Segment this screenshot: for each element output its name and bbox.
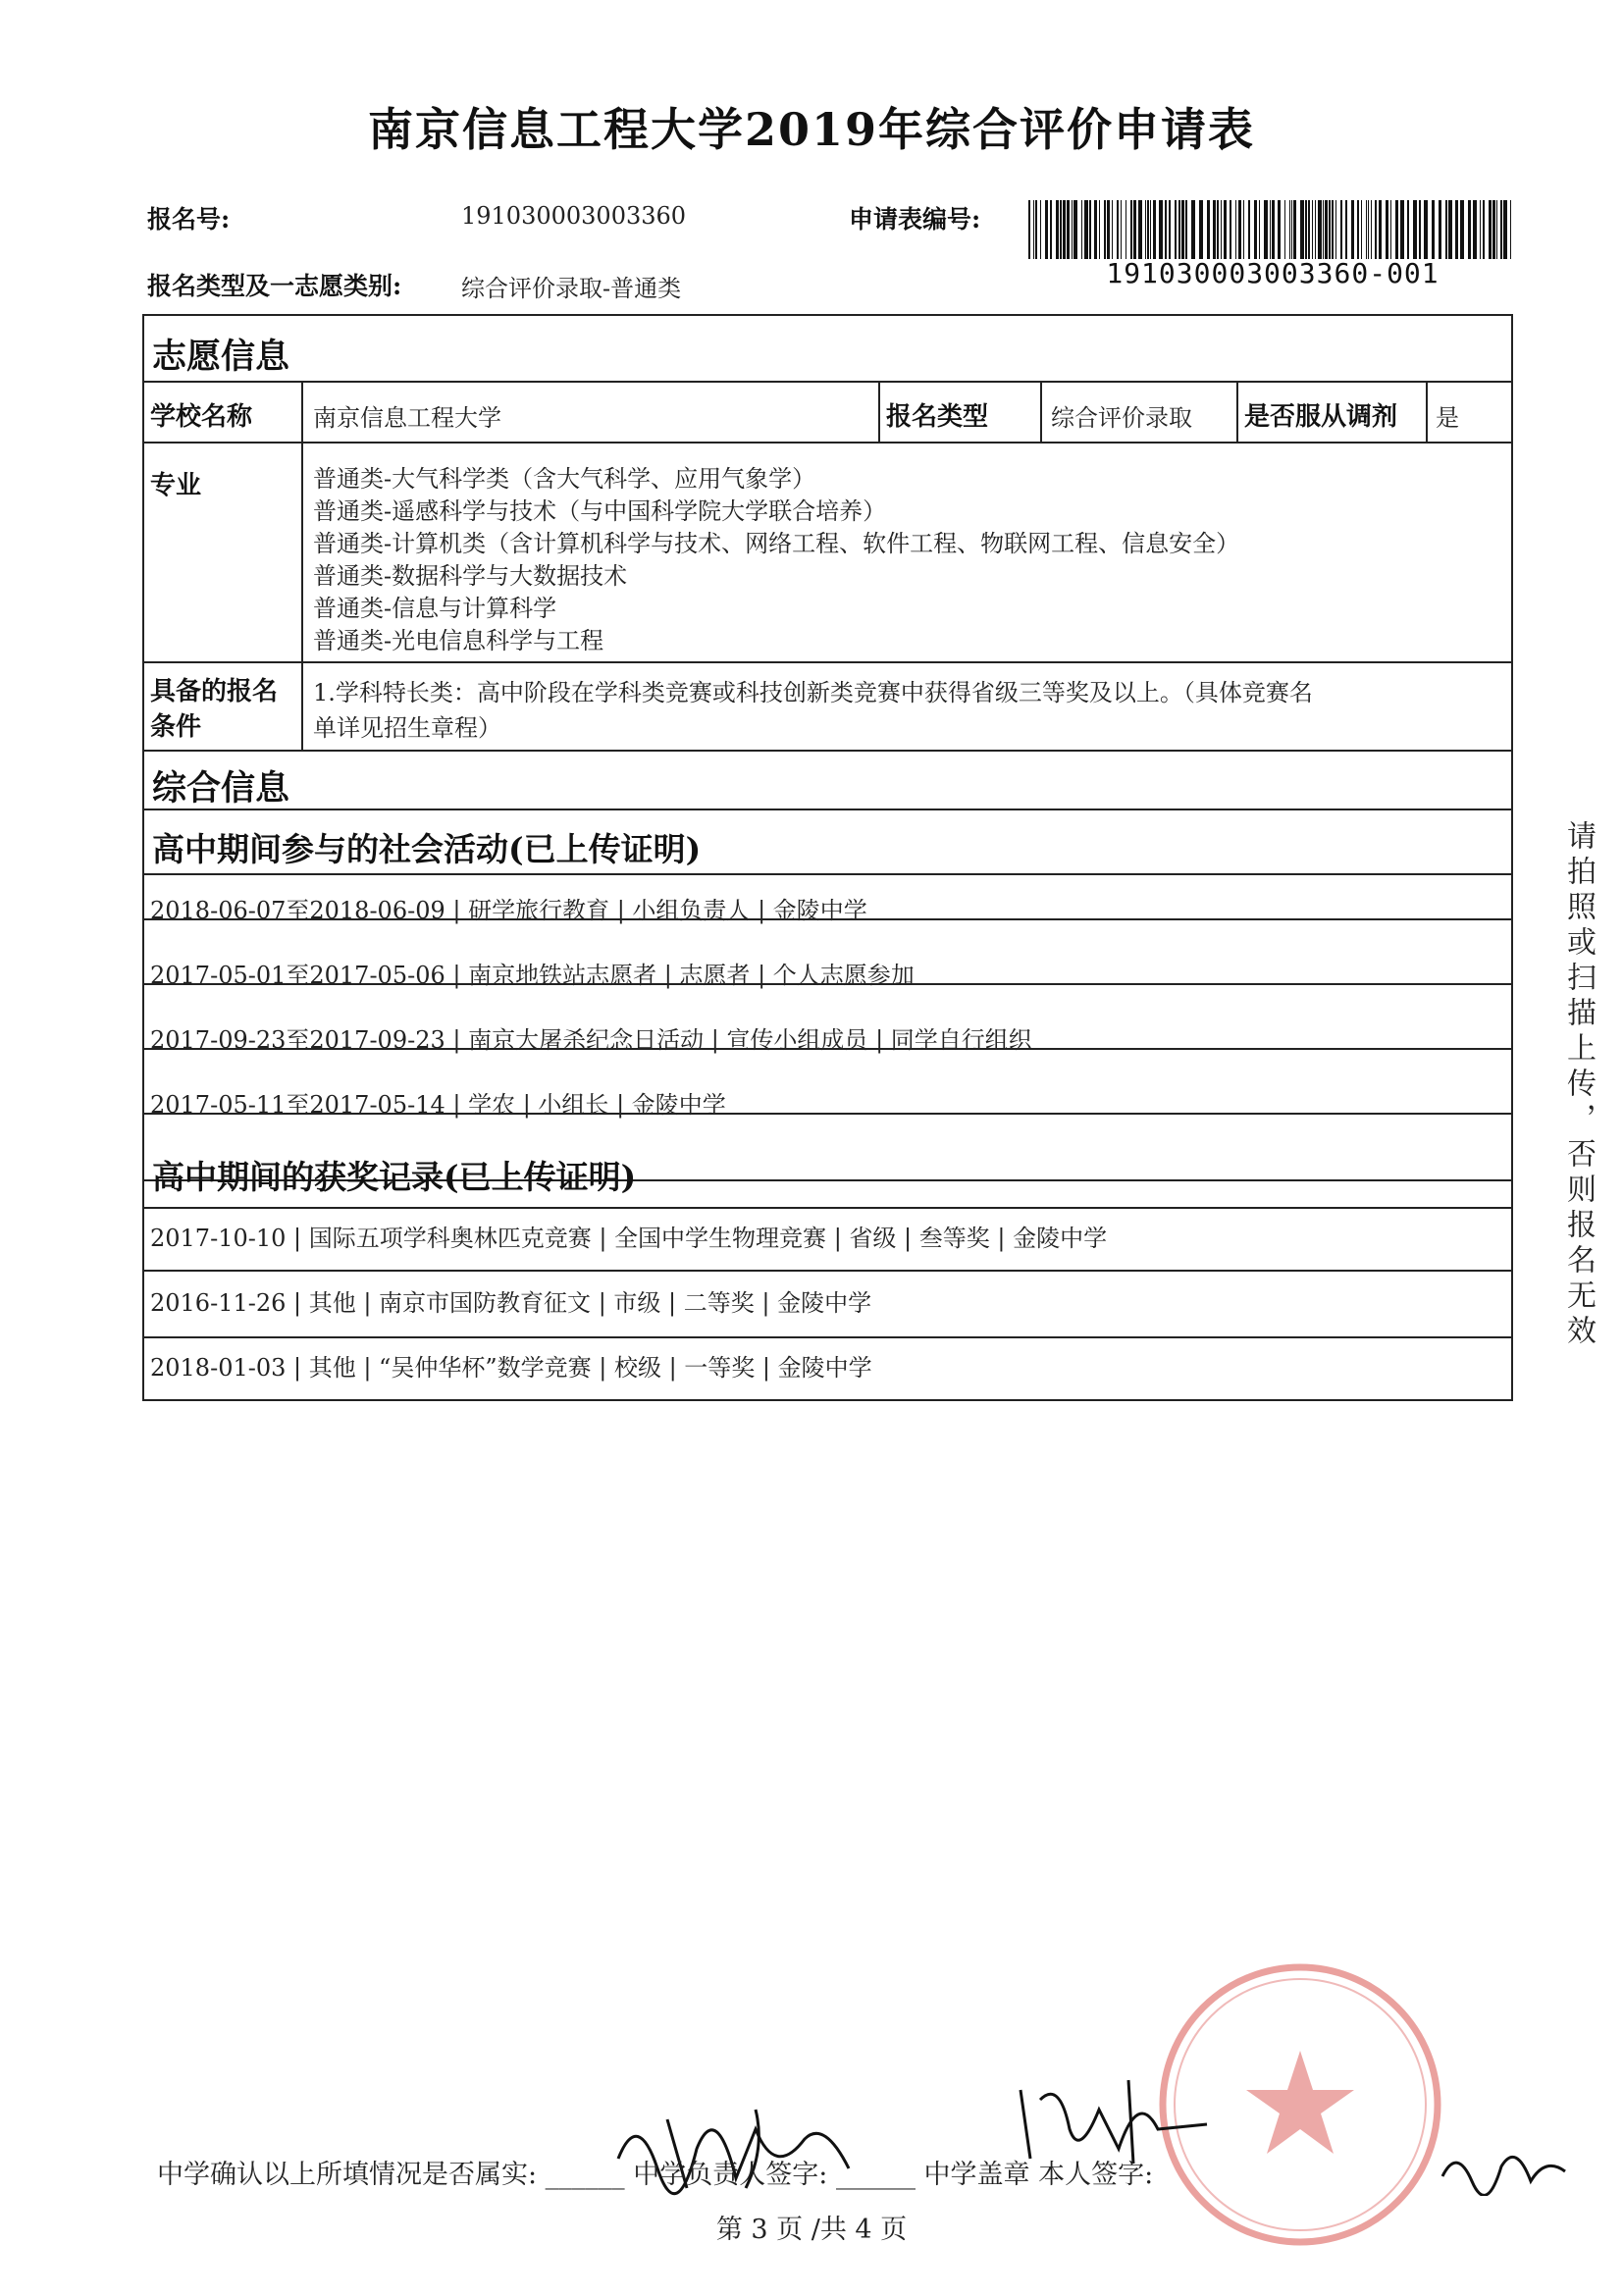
barcode-bar	[1104, 200, 1106, 259]
upload-notice: 请拍照或扫描上传，否则报名无效	[1561, 820, 1596, 1350]
barcode-bar	[1500, 200, 1502, 259]
barcode-bar	[1072, 200, 1073, 259]
barcode-bar	[1291, 200, 1292, 259]
barcode-image	[1028, 200, 1517, 259]
award-row: 2018-01-03 | 其他 | “吴仲华杯”数学竞赛 | 校级 | 一等奖 | 金陵中学	[150, 1354, 872, 1382]
barcode-bar	[1468, 200, 1471, 259]
barcode-bar	[1335, 200, 1336, 259]
barcode-bar	[1300, 200, 1304, 259]
barcode-bar	[1361, 200, 1362, 259]
reg-type-value: 综合评价录取	[1051, 404, 1192, 432]
barcode-bar	[1284, 200, 1285, 259]
barcode-bar	[1035, 200, 1037, 259]
page-title: 南京信息工程大学2019年综合评价申请表	[367, 103, 1256, 156]
reg-type-label: 报名类型	[886, 402, 989, 432]
barcode-bar	[1407, 200, 1409, 259]
barcode-bar	[1293, 200, 1296, 259]
barcode-bar	[1318, 200, 1322, 259]
major-item: 普通类-光电信息科学与工程	[313, 627, 604, 654]
barcode-bar	[1045, 200, 1048, 259]
barcode-bar	[1357, 200, 1359, 259]
barcode-bar	[1264, 200, 1268, 259]
barcode-bar	[1489, 200, 1492, 259]
barcode-bar	[1199, 200, 1203, 259]
barcode-bar	[1230, 200, 1231, 259]
major-item: 普通类-数据科学与大数据技术	[313, 562, 628, 590]
volunteer-section-title: 志愿信息	[152, 337, 290, 377]
barcode-bar	[1238, 200, 1241, 259]
barcode-bar	[1272, 200, 1275, 259]
barcode-bar	[1133, 200, 1136, 259]
barcode-bar	[1112, 200, 1113, 259]
barcode-bar	[1224, 200, 1227, 259]
barcode-bar	[1386, 200, 1388, 259]
barcode-bar	[1439, 200, 1441, 259]
barcode-bar	[1332, 200, 1334, 259]
barcode-bar	[1312, 200, 1313, 259]
condition-text-line1: 1.学科特长类：高中阶段在学科类竞赛或科技创新类竞赛中获得省级三等奖及以上。（具体竞赛名	[313, 679, 1313, 706]
barcode-bar	[1130, 200, 1132, 259]
barcode-bar	[1400, 200, 1404, 259]
barcode-bar	[1413, 200, 1417, 259]
barcode-bar	[1432, 200, 1435, 259]
barcode-bar	[1492, 200, 1495, 259]
activities-title: 高中期间参与的社会活动(已上传证明)	[152, 830, 702, 868]
barcode-bar	[1473, 200, 1477, 259]
barcode-bar	[1181, 200, 1184, 259]
barcode-bar	[1243, 200, 1244, 259]
form-no-value: 191030003003360-001	[1106, 257, 1440, 289]
barcode-bar	[1345, 200, 1347, 259]
barcode-bar	[1150, 200, 1151, 259]
barcode-bar	[1084, 200, 1088, 259]
barcode-bar	[1063, 200, 1066, 259]
applicant-signature-image	[1438, 2137, 1575, 2196]
barcode-bar	[1460, 200, 1464, 259]
adjust-value: 是	[1436, 404, 1459, 432]
barcode-bar	[1073, 200, 1077, 259]
major-item: 普通类-信息与计算科学	[313, 595, 557, 622]
barcode-bar	[1169, 200, 1171, 259]
barcode-bar	[1089, 200, 1091, 259]
barcode-bar	[1159, 200, 1163, 259]
school-name-label: 学校名称	[150, 402, 253, 432]
school-name-value: 南京信息工程大学	[313, 404, 501, 432]
form-no-label: 申请表编号:	[849, 205, 981, 234]
condition-label-line1: 具备的报名	[150, 677, 279, 706]
activity-row: 2018-06-07至2018-06-09 | 研学旅行教育 | 小组负责人 | 金陵中学	[150, 897, 867, 924]
major-item: 普通类-遥感科学与技术（与中国科学院大学联合培养）	[313, 497, 887, 525]
barcode-bar	[1325, 200, 1328, 259]
form-table	[142, 314, 1513, 1401]
barcode-bar	[1366, 200, 1367, 259]
barcode-bar	[1121, 200, 1122, 259]
barcode-bar	[1305, 200, 1307, 259]
major-label: 专业	[150, 471, 202, 500]
barcode-bar	[1424, 200, 1428, 259]
barcode-bar	[1395, 200, 1398, 259]
reg-no-label: 报名号:	[147, 205, 231, 234]
barcode-bar	[1067, 200, 1070, 259]
reg-no-value: 191030003003360	[461, 202, 687, 230]
barcode-bar	[1056, 200, 1059, 259]
barcode-bar	[1254, 200, 1257, 259]
comprehensive-section-title: 综合信息	[152, 768, 290, 809]
barcode-bar	[1323, 200, 1324, 259]
condition-label-line2: 条件	[150, 712, 202, 742]
barcode-bar	[1308, 200, 1310, 259]
barcode-bar	[1270, 200, 1271, 259]
barcode-bar	[1351, 200, 1354, 259]
type-label: 报名类型及一志愿类别:	[147, 272, 402, 300]
barcode-bar	[1340, 200, 1342, 259]
barcode-bar	[1153, 200, 1156, 259]
barcode-bar	[1368, 200, 1369, 259]
barcode-bar	[1060, 200, 1062, 259]
barcode-bar	[1178, 200, 1180, 259]
barcode-bar	[1117, 200, 1119, 259]
barcode-bar	[1191, 200, 1195, 259]
activity-row: 2017-05-01至2017-05-06 | 南京地铁站志愿者 | 志愿者 | 个人志愿参加	[150, 962, 915, 989]
barcode-bar	[1510, 200, 1511, 259]
barcode-bar	[1185, 200, 1187, 259]
barcode-bar	[1147, 200, 1149, 259]
barcode-bar	[1371, 200, 1372, 259]
barcode-bar	[1379, 200, 1382, 259]
condition-text-line2: 单详见招生章程）	[313, 714, 501, 742]
activity-row: 2017-05-11至2017-05-14 | 学农 | 小组长 | 金陵中学	[150, 1091, 726, 1119]
barcode-bar	[1081, 200, 1082, 259]
major-item: 普通类-大气科学类（含大气科学、应用气象学）	[313, 465, 816, 493]
barcode-bar	[1480, 200, 1481, 259]
barcode-bar	[1033, 200, 1034, 259]
barcode-bar	[1107, 200, 1110, 259]
barcode-bar	[1278, 200, 1281, 259]
barcode-bar	[1213, 200, 1216, 259]
barcode-bar	[1050, 200, 1052, 259]
barcode-bar	[1375, 200, 1377, 259]
barcode-bar	[1315, 200, 1316, 259]
award-row: 2016-11-26 | 其他 | 南京市国防教育征文 | 市级 | 二等奖 | 金陵中学	[150, 1289, 872, 1317]
barcode-bar	[1289, 200, 1290, 259]
barcode-bar	[1248, 200, 1250, 259]
type-value: 综合评价录取-普通类	[461, 275, 682, 302]
barcode-bar	[1483, 200, 1485, 259]
barcode-bar	[1175, 200, 1177, 259]
page-number: 第 3 页 /共 4 页	[715, 2215, 908, 2245]
barcode-bar	[1145, 200, 1146, 259]
barcode-bar	[1165, 200, 1167, 259]
major-item: 普通类-计算机类（含计算机科学与技术、网络工程、软件工程、物联网工程、信息安全）	[313, 530, 1240, 557]
barcode-bar	[1207, 200, 1210, 259]
award-row: 2017-10-10 | 国际五项学科奥林匹克竞赛 | 全国中学生物理竞赛 | 省级 | 叁等奖 | 金陵中学	[150, 1225, 1108, 1252]
barcode-bar	[1496, 200, 1497, 259]
barcode-bar	[1221, 200, 1222, 259]
barcode-bar	[1419, 200, 1421, 259]
barcode-bar	[1445, 200, 1447, 259]
barcode-bar	[1094, 200, 1097, 259]
barcode-bar	[1040, 200, 1041, 259]
barcode-bar	[1259, 200, 1260, 259]
barcode-bar	[1028, 200, 1030, 259]
barcode-bar	[1503, 200, 1507, 259]
barcode-bar	[1390, 200, 1391, 259]
barcode-bar	[1217, 200, 1219, 259]
footer-confirmation: 中学确认以上所填情况是否属实: ______ 中学负责人签字: ______ 中学盖章 本人签字:	[157, 2160, 1154, 2190]
awards-title: 高中期间的获奖记录(已上传证明)	[152, 1158, 637, 1196]
barcode-bar	[1455, 200, 1458, 259]
barcode-bar	[1138, 200, 1142, 259]
major-list	[313, 463, 1239, 657]
barcode-bar	[1235, 200, 1236, 259]
barcode-bar	[1329, 200, 1331, 259]
adjust-label: 是否服从调剂	[1244, 402, 1398, 432]
barcode-bar	[1099, 200, 1100, 259]
barcode-bar	[1448, 200, 1452, 259]
activity-row: 2017-09-23至2017-09-23 | 南京大屠杀纪念日活动 | 宣传小组成员 | 同学自行组织	[150, 1026, 1032, 1054]
